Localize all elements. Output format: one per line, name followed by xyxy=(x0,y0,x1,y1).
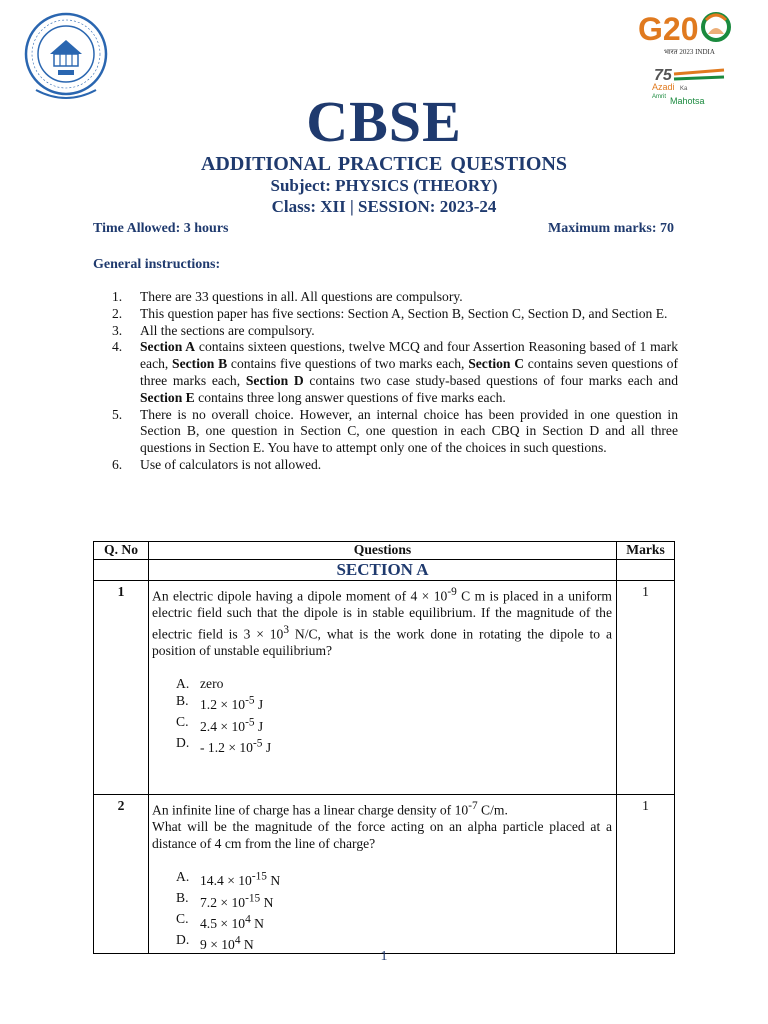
g20-logo-text: G20 xyxy=(638,11,699,47)
azadi-text-4: Mahotsa xyxy=(670,96,705,106)
subject-line: Subject: PHYSICS (THEORY) xyxy=(270,176,498,195)
azadi-text-2: Ka xyxy=(680,86,688,92)
option-text: $14.4 \times 10^{-15}$ N xyxy=(200,870,281,889)
answer-option xyxy=(176,869,612,890)
instruction-item xyxy=(112,339,678,406)
instruction-item xyxy=(112,289,678,306)
azadi-text-1: Azadi xyxy=(652,82,675,92)
option-text: $9 \times 10^4$ N xyxy=(200,934,254,952)
option-letter: D. xyxy=(176,735,190,751)
question-stem: An electric dipole having a dipole moment of $4 \times 10^{-9}$ C m is placed in a uniform electric field such that the dipole is in stable equilibrium. If the magnitude of the electric field is $3 \times 10^3$ N/C, what is the work done in rotating the dipole to a position of unstable equilibrium? xyxy=(152,586,613,659)
question-content xyxy=(149,581,617,795)
answer-options xyxy=(152,676,612,756)
question-row xyxy=(94,581,675,795)
instruction-number: 3. xyxy=(112,322,123,338)
answer-option xyxy=(176,693,612,714)
answer-options xyxy=(152,869,612,954)
option-text: $1.2 \times 10^{-5}$ J xyxy=(200,694,264,713)
general-instructions-heading: General instructions: xyxy=(93,257,221,272)
g20-caption-text: भारत 2023 INDIA xyxy=(664,48,715,56)
option-letter: B. xyxy=(176,692,189,708)
instruction-number: 1. xyxy=(112,289,123,304)
option-letter: C. xyxy=(176,911,189,927)
option-letter: C. xyxy=(176,713,189,729)
table-header-row xyxy=(94,542,675,560)
instruction-item xyxy=(112,457,678,474)
instruction-text: There is no overall choice. However, an internal choice has been provided in one question in Section B, one question in Section C, one question in each CBQ in Section D and all three questions in Section E. You have to attempt only one of the choices in such questions. xyxy=(140,406,678,456)
instruction-number: 6. xyxy=(112,456,123,472)
time-allowed: Time Allowed: 3 hours xyxy=(93,221,229,236)
page-subtitle: ADDITIONAL PRACTICE QUESTIONS xyxy=(200,153,568,175)
instruction-number: 2. xyxy=(112,305,123,321)
question-number: 1 xyxy=(94,581,149,795)
instruction-number: 5. xyxy=(112,406,123,422)
page-number: 1 xyxy=(380,949,388,964)
answer-option xyxy=(176,735,612,756)
instruction-item xyxy=(112,306,678,323)
answer-option xyxy=(176,890,612,911)
option-text: $7.2 \times 10^{-15}$ N xyxy=(200,892,274,910)
header-questions: Questions xyxy=(149,542,617,560)
instruction-text: There are 33 questions in all. All questions are compulsory. xyxy=(140,289,463,304)
option-text: - $1.2 \times 10^{-5}$ J xyxy=(200,737,272,755)
instruction-number: 4. xyxy=(112,339,123,355)
instruction-text: Section A contains sixteen questions, twelve MCQ and four Assertion Reasoning based of 1 mark each, Section B contains five questions of two marks each, Section C contains seven questions of three marks each, Section D contains two case study-based questions of four marks each and Section E contains three long answer questions of five marks each. xyxy=(140,339,678,405)
instruction-text: This question paper has five sections: Section A, Section B, Section C, Section D, and Section E. xyxy=(140,305,668,321)
question-marks: 1 xyxy=(617,795,675,954)
option-text: $4.5 \times 10^4$ N xyxy=(200,913,264,931)
class-session-line: Class: XII | SESSION: 2023-24 xyxy=(271,197,497,216)
maximum-marks: Maximum marks: 70 xyxy=(548,221,674,236)
question-marks: 1 xyxy=(617,581,675,795)
option-letter: A. xyxy=(176,868,190,884)
option-text: $2.4 \times 10^{-5}$ J xyxy=(200,715,264,734)
section-a-row xyxy=(94,560,675,581)
option-letter: D. xyxy=(176,932,190,948)
section-a-label: SECTION A xyxy=(149,560,617,581)
header-marks: Marks xyxy=(617,542,675,560)
answer-option xyxy=(176,714,612,735)
instruction-item xyxy=(112,323,678,340)
question-number: 2 xyxy=(94,795,149,954)
page-title: CBSE xyxy=(306,89,462,154)
question-content xyxy=(149,795,617,954)
instruction-item xyxy=(112,407,678,457)
option-text: zero xyxy=(200,676,224,692)
answer-option xyxy=(176,911,612,932)
question-row xyxy=(94,795,675,954)
g20-logo-icon xyxy=(636,8,732,60)
option-letter: B. xyxy=(176,890,189,906)
general-instructions-list xyxy=(112,289,678,474)
questions-table xyxy=(93,541,675,954)
instruction-text: Use of calculators is not allowed. xyxy=(140,456,322,472)
option-letter: A. xyxy=(176,676,190,692)
instruction-text: All the sections are compulsory. xyxy=(140,322,315,338)
answer-option xyxy=(176,676,612,693)
header-qno: Q. No xyxy=(94,542,149,560)
question-stem: An infinite line of charge has a linear charge density of $10^{-7}$ C/m. What will be the magnitude of the force acting on an alpha particle placed at a distance of 4 cm from the line of charge? xyxy=(152,800,612,852)
azadi-text-3: Amrit xyxy=(652,94,666,100)
svg-text:75: 75 xyxy=(654,67,672,84)
